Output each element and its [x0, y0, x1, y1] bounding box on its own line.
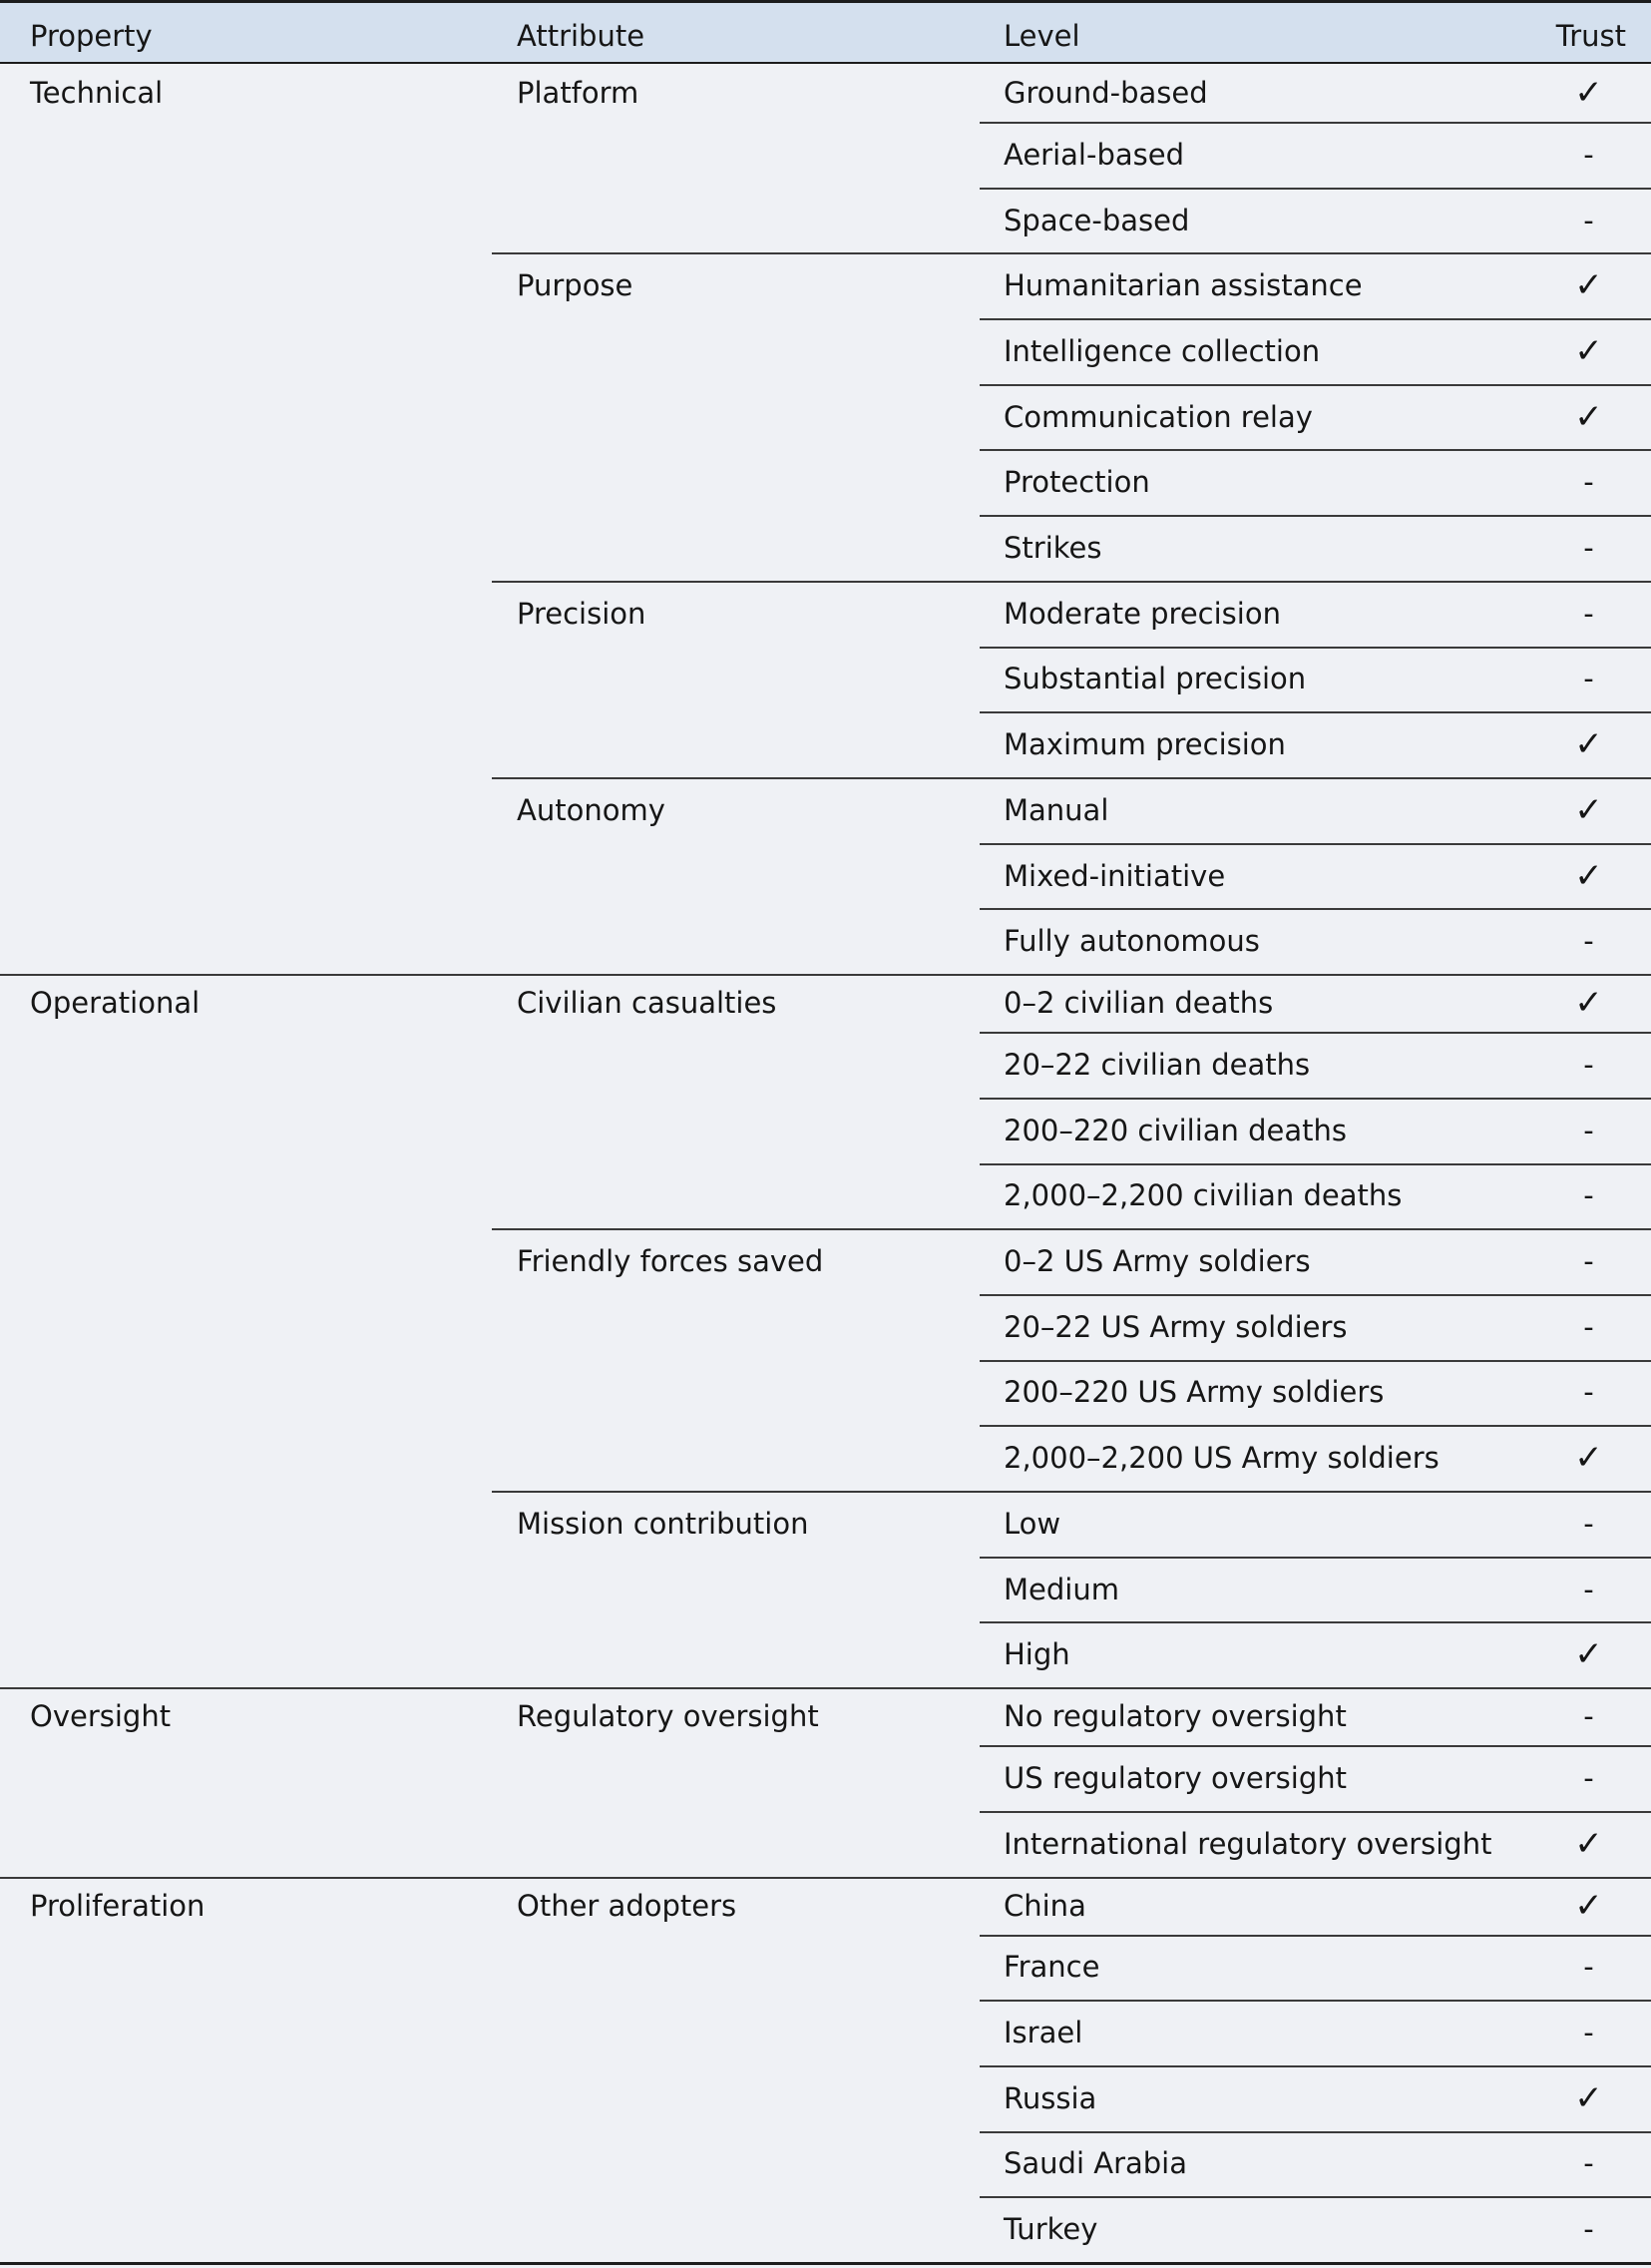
- trust-mark: ✓: [1574, 397, 1603, 437]
- level-divider: [980, 2065, 1651, 2067]
- level-divider: [980, 384, 1651, 386]
- attribute-label: Precision: [517, 597, 646, 631]
- trust-mark: ✓: [1574, 1438, 1603, 1478]
- trust-mark: ✓: [1574, 2078, 1603, 2118]
- trust-mark: -: [1583, 2016, 1594, 2049]
- level-divider: [980, 908, 1651, 910]
- level-divider: [980, 1557, 1651, 1559]
- trust-mark: -: [1583, 1375, 1594, 1409]
- trust-mark: -: [1583, 1761, 1594, 1795]
- property-divider: [0, 1687, 1651, 1689]
- level-label: 200–220 US Army soldiers: [1004, 1375, 1385, 1409]
- header-level: Level: [1004, 19, 1080, 53]
- trust-mark: -: [1583, 597, 1594, 631]
- level-label: Space-based: [1004, 204, 1190, 237]
- level-divider: [980, 188, 1651, 190]
- trust-mark: -: [1583, 1507, 1594, 1541]
- level-label: Russia: [1004, 2081, 1097, 2115]
- level-label: Maximum precision: [1004, 727, 1286, 761]
- level-divider: [980, 1811, 1651, 1813]
- level-divider: [980, 449, 1651, 451]
- level-label: Fully autonomous: [1004, 924, 1260, 958]
- trust-mark: -: [1583, 2212, 1594, 2246]
- level-label: High: [1004, 1637, 1070, 1671]
- level-divider: [980, 1425, 1651, 1427]
- trust-mark: -: [1583, 1114, 1594, 1147]
- trust-mark: ✓: [1574, 1824, 1603, 1864]
- level-label: Communication relay: [1004, 400, 1313, 434]
- level-divider: [980, 318, 1651, 320]
- level-divider: [980, 2196, 1651, 2198]
- table-header: [0, 3, 1651, 64]
- level-label: 20–22 US Army soldiers: [1004, 1310, 1348, 1344]
- level-label: 2,000–2,200 civilian deaths: [1004, 1178, 1403, 1212]
- property-label: Operational: [30, 986, 201, 1020]
- level-label: Mixed-initiative: [1004, 859, 1226, 893]
- level-label: Protection: [1004, 465, 1150, 499]
- level-label: 2,000–2,200 US Army soldiers: [1004, 1441, 1440, 1475]
- trust-mark: ✓: [1574, 1886, 1603, 1926]
- trust-mark: -: [1583, 465, 1594, 499]
- level-label: 0–2 civilian deaths: [1004, 986, 1274, 1020]
- attribute-label: Civilian casualties: [517, 986, 777, 1020]
- property-divider: [0, 974, 1651, 976]
- level-label: France: [1004, 1950, 1100, 1984]
- attribute-divider: [492, 1228, 1651, 1230]
- level-label: Saudi Arabia: [1004, 2146, 1188, 2180]
- level-label: Moderate precision: [1004, 597, 1281, 631]
- header-attribute: Attribute: [517, 19, 645, 53]
- attribute-label: Autonomy: [517, 793, 665, 827]
- trust-mark: ✓: [1574, 265, 1603, 305]
- attribute-divider: [492, 252, 1651, 254]
- level-label: 200–220 civilian deaths: [1004, 1114, 1348, 1147]
- trust-mark: ✓: [1574, 73, 1603, 113]
- level-label: No regulatory oversight: [1004, 1699, 1347, 1733]
- table-bottom-rule: [0, 2262, 1651, 2265]
- attribute-divider: [492, 1491, 1651, 1493]
- trust-mark: ✓: [1574, 724, 1603, 764]
- trust-mark: -: [1583, 924, 1594, 958]
- level-label: Low: [1004, 1507, 1061, 1541]
- level-divider: [980, 1745, 1651, 1747]
- trust-mark: -: [1583, 138, 1594, 172]
- property-label: Oversight: [30, 1699, 172, 1733]
- trust-mark: -: [1583, 531, 1594, 565]
- level-divider: [980, 1294, 1651, 1296]
- level-divider: [980, 2000, 1651, 2002]
- trust-mark: -: [1583, 2146, 1594, 2180]
- attribute-divider: [492, 777, 1651, 779]
- level-label: US regulatory oversight: [1004, 1761, 1348, 1795]
- trust-mark: -: [1583, 662, 1594, 695]
- level-label: Israel: [1004, 2016, 1083, 2049]
- level-divider: [980, 1098, 1651, 1100]
- trust-mark: -: [1583, 1178, 1594, 1212]
- attribute-label: Purpose: [517, 268, 633, 302]
- level-label: China: [1004, 1889, 1086, 1923]
- level-label: Manual: [1004, 793, 1109, 827]
- level-label: Turkey: [1004, 2212, 1098, 2246]
- level-divider: [980, 1163, 1651, 1165]
- attribute-label: Regulatory oversight: [517, 1699, 819, 1733]
- level-label: Intelligence collection: [1004, 334, 1321, 368]
- header-property: Property: [30, 19, 153, 53]
- property-label: Proliferation: [30, 1889, 206, 1923]
- property-divider: [0, 1877, 1651, 1879]
- attribute-label: Platform: [517, 76, 639, 110]
- level-divider: [980, 1621, 1651, 1623]
- trust-mark: ✓: [1574, 1634, 1603, 1674]
- trust-mark: ✓: [1574, 790, 1603, 830]
- level-label: Aerial-based: [1004, 138, 1184, 172]
- level-divider: [980, 1935, 1651, 1937]
- level-divider: [980, 647, 1651, 649]
- level-divider: [980, 515, 1651, 517]
- level-label: 0–2 US Army soldiers: [1004, 1244, 1311, 1278]
- header-trust: Trust: [1555, 19, 1626, 53]
- level-divider: [980, 1032, 1651, 1034]
- trust-mark: -: [1583, 204, 1594, 237]
- level-label: Strikes: [1004, 531, 1102, 565]
- level-label: 20–22 civilian deaths: [1004, 1048, 1311, 1082]
- level-divider: [980, 843, 1651, 845]
- level-divider: [980, 711, 1651, 713]
- level-label: Humanitarian assistance: [1004, 268, 1363, 302]
- level-label: Ground-based: [1004, 76, 1208, 110]
- trust-mark: ✓: [1574, 983, 1603, 1023]
- trust-mark: -: [1583, 1950, 1594, 1984]
- level-divider: [980, 122, 1651, 124]
- trust-mark: -: [1583, 1699, 1594, 1733]
- trust-mark: ✓: [1574, 856, 1603, 896]
- level-label: Substantial precision: [1004, 662, 1307, 695]
- level-divider: [980, 2131, 1651, 2133]
- trust-mark: -: [1583, 1310, 1594, 1344]
- level-label: Medium: [1004, 1573, 1119, 1606]
- trust-mark: -: [1583, 1244, 1594, 1278]
- attribute-divider: [492, 581, 1651, 583]
- trust-mark: ✓: [1574, 331, 1603, 371]
- trust-mark: -: [1583, 1573, 1594, 1606]
- attribute-label: Friendly forces saved: [517, 1244, 824, 1278]
- attribute-label: Other adopters: [517, 1889, 737, 1923]
- attribute-label: Mission contribution: [517, 1507, 809, 1541]
- property-label: Technical: [30, 76, 164, 110]
- trust-mark: -: [1583, 1048, 1594, 1082]
- level-divider: [980, 1360, 1651, 1362]
- level-label: International regulatory oversight: [1004, 1827, 1492, 1861]
